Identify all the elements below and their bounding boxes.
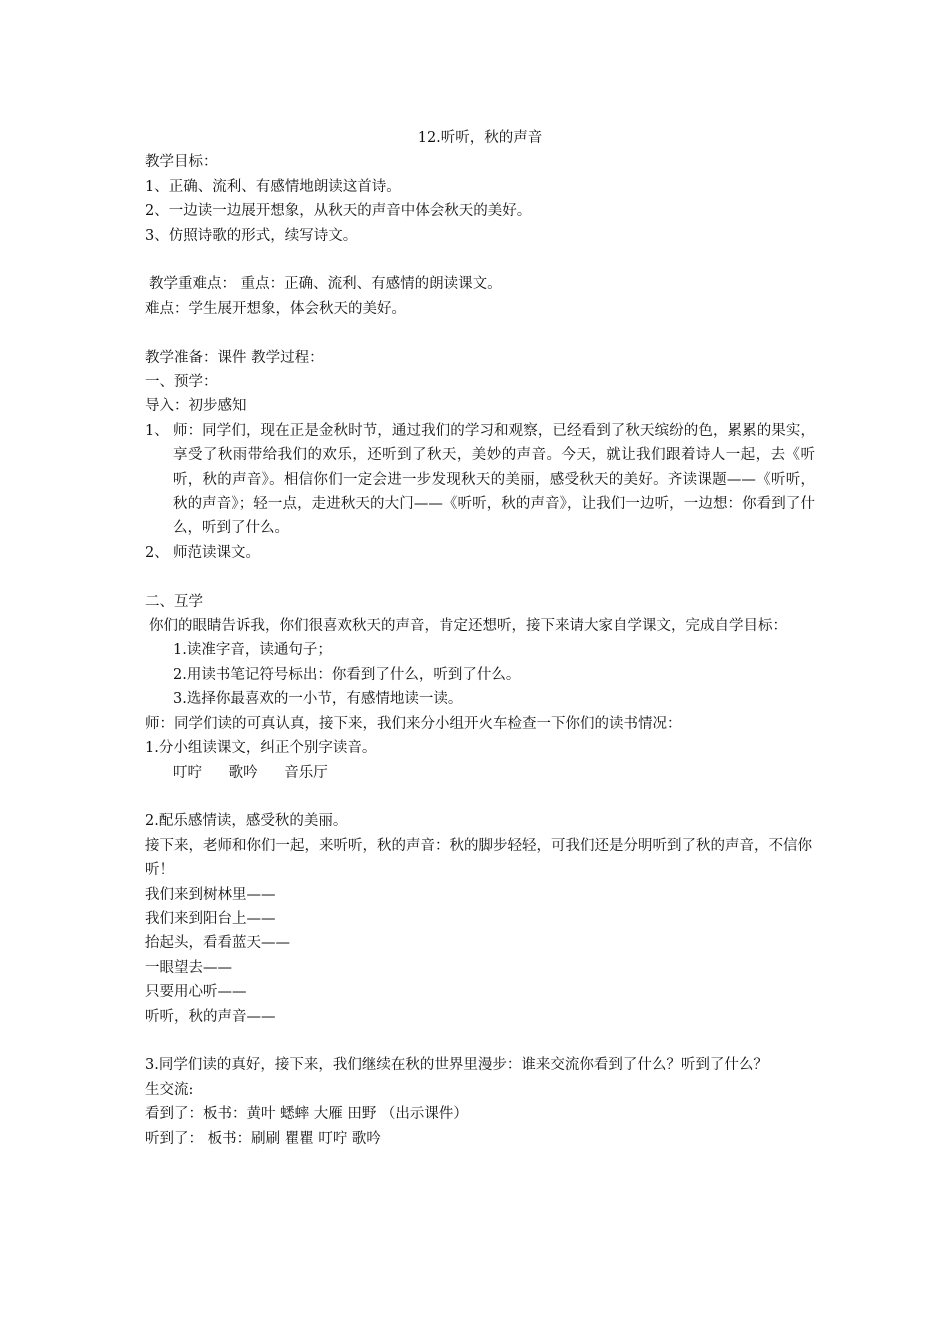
step-line: 2.配乐感情读，感受秋的美丽。 [145, 813, 348, 830]
spacer [145, 1029, 815, 1053]
self-study-goal: 1.读准字音，读通句子； [173, 642, 332, 659]
item-number: 2、 [145, 544, 169, 561]
seen-line: 看到了：板书：黄叶 蟋蟀 大雁 田野 （出示课件） [145, 1106, 468, 1123]
poem-line: 一眼望去—— [145, 959, 232, 976]
section2-intro: 你们的眼睛告诉我，你们很喜欢秋天的声音，肯定还想听，接下来请大家自学课文，完成自学目标： [149, 618, 787, 635]
vocabulary-words: 叮咛 歌吟 音乐厅 [173, 764, 328, 781]
self-study-goal: 3.选择你最喜欢的一小节，有感情地读一读。 [173, 691, 463, 708]
item-number: 1、 [145, 422, 169, 439]
poem-line: 我们来到树林里—— [145, 886, 276, 903]
spacer [145, 248, 815, 272]
goals-heading: 教学目标： [145, 154, 218, 171]
goal-item: 2、一边读一边展开想象，从秋天的声音中体会秋天的美好。 [145, 203, 532, 220]
difficulty-line: 难点：学生展开想象，体会秋天的美好。 [145, 300, 406, 317]
goal-item: 3、仿照诗歌的形式，续写诗文。 [145, 227, 358, 244]
item-text: 师：同学们，现在正是金秋时节，通过我们的学习和观察，已经看到了秋天缤纷的色，累累的果实，享受了秋雨带给我们的欢乐，还听到了秋天，美妙的声音。今天，就让我们跟着诗人一起，去《听听，秋的声音》。相信你们一定会进一步发现秋天的美丽，感受秋天的美好。齐读课题——《听听，秋的声音》；轻一点，走进秋天的大门——《听听，秋的声音》，让我们一边听，一边想：你看到了什么，听到了什么。 [173, 422, 815, 537]
teacher-line: 师：同学们读的可真认真，接下来，我们来分小组开火车检查一下你们的读书情况： [145, 715, 682, 732]
step-line: 1.分小组读课文，纠正个别字读音。 [145, 740, 377, 757]
numbered-paragraph [145, 419, 815, 541]
step-paragraph: 3.同学们读的真好，接下来，我们继续在秋的世界里漫步：谁来交流你看到了什么？听到了什么？ [145, 1057, 768, 1074]
document-page [145, 126, 815, 1151]
poem-line: 听听，秋的声音—— [145, 1008, 276, 1025]
item-text: 师范读课文。 [173, 544, 260, 561]
self-study-goal: 2.用读书笔记符号标出：你看到了什么，听到了什么。 [173, 666, 521, 683]
section1-heading: 一、预学： [145, 374, 218, 391]
prep-line: 教学准备：课件 教学过程： [145, 349, 324, 366]
poem-line: 抬起头，看看蓝天—— [145, 935, 290, 952]
document-title: 12.听听，秋的声音 [417, 130, 543, 146]
spacer [145, 785, 815, 809]
poem-line: 只要用心听—— [145, 984, 247, 1001]
spacer [145, 565, 815, 589]
exchange-line: 生交流: [145, 1081, 194, 1098]
section2-heading: 二、互学 [145, 593, 203, 610]
goal-item: 1、正确、流利、有感情地朗读这首诗。 [145, 178, 401, 195]
section1-intro: 导入：初步感知 [145, 398, 247, 415]
step-paragraph: 接下来，老师和你们一起，来听听，秋的声音：秋的脚步轻轻，可我们还是分明听到了秋的声音，不信你听！ [145, 837, 812, 879]
numbered-paragraph [145, 541, 815, 565]
key-points-line: 教学重难点： 重点：正确、流利、有感情的朗读课文。 [149, 276, 502, 293]
poem-line: 我们来到阳台上—— [145, 910, 276, 927]
spacer [145, 321, 815, 345]
heard-line: 听到了： 板书：刷刷 瞿瞿 叮咛 歌吟 [145, 1130, 381, 1147]
